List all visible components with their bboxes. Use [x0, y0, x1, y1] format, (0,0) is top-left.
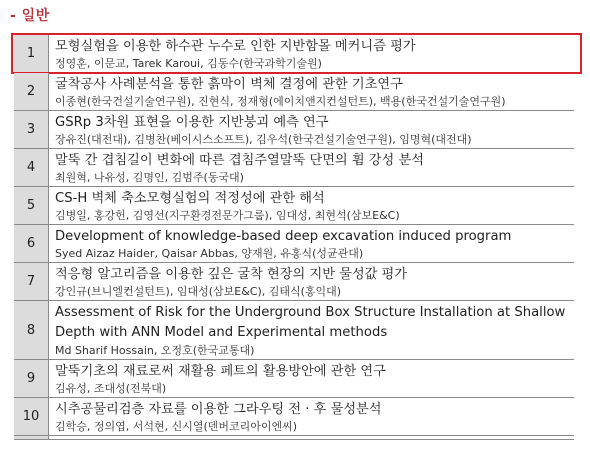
table-row[interactable]: [14, 149, 574, 187]
row-number: 6: [14, 225, 49, 262]
row-number: 10: [14, 398, 49, 435]
row-content: [49, 263, 574, 300]
paper-table: [14, 34, 574, 440]
table-row[interactable]: [14, 436, 574, 440]
paper-authors: 최원혁, 나유성, 김명인, 김범주(동국대): [55, 171, 244, 184]
paper-title: Development of knowledge-based deep excavation induced program: [55, 229, 512, 244]
row-number: 2: [14, 73, 49, 110]
paper-title: Assessment of Risk for the Underground Box Structure Installation at Shallow Depth with ANN Model and Experimental methods: [55, 305, 566, 340]
paper-authors: Syed Aizaz Haider, Qaisar Abbas, 양재원, 유홍식(성균관대): [55, 247, 364, 260]
row-number: 3: [14, 111, 49, 148]
table-row[interactable]: [14, 111, 574, 149]
paper-title: 굴착공사 사례분석을 통한 흙막이 벽체 결정에 관한 기초연구: [55, 77, 403, 92]
paper-title: 적응형 알고리즘을 이용한 깊은 굴착 현장의 지반 물성값 평가: [55, 267, 408, 282]
row-number: [14, 436, 49, 439]
paper-authors: 김병일, 홍강헌, 김영선(지구환경전문가그룹), 임대성, 최현석(삼보E&C): [55, 209, 400, 222]
row-content: [49, 149, 574, 186]
row-number: 4: [14, 149, 49, 186]
section-title: - 일반: [10, 8, 50, 24]
paper-authors: Md Sharif Hossain, 오정호(한국교통대): [55, 344, 255, 357]
paper-title: CS-H 벽체 축소모형실험의 적정성에 관한 해석: [55, 191, 325, 206]
row-content: [49, 187, 574, 224]
paper-authors: 정영훈, 이문교, Tarek Karoui, 김동수(한국과학기술원): [55, 57, 322, 70]
row-number: 9: [14, 360, 49, 397]
row-content: [49, 360, 574, 397]
paper-title: 시추공물리검층 자료를 이용한 그라우팅 전 · 후 물성분석: [55, 402, 382, 417]
row-content: [49, 398, 574, 435]
paper-title: 모형실험을 이용한 하수관 누수로 인한 지반함몰 메커니즘 평가: [55, 39, 416, 54]
row-content: [49, 111, 574, 148]
row-content: [49, 436, 574, 439]
table-row[interactable]: [14, 187, 574, 225]
row-number: 7: [14, 263, 49, 300]
row-content: [49, 225, 574, 262]
paper-authors: 장유진(대전대), 김병찬(베이시스소프트), 김우석(한국건설기술연구원), 임명혁(대전대): [55, 133, 472, 146]
row-number: 1: [14, 35, 49, 72]
table-row[interactable]: [14, 73, 574, 111]
paper-authors: 강인규(브니엘컨설턴트), 임대성(삼보E&C), 김태식(홍익대): [55, 285, 342, 298]
paper-title: 말뚝기초의 재료로써 재활용 페트의 활용방안에 관한 연구: [55, 364, 386, 379]
paper-authors: 이종현(한국건설기술연구원), 진현식, 정재형(에이치앤지컨설턴트), 백용(한국건설기술연구원): [55, 95, 506, 108]
table-row-highlighted[interactable]: [14, 35, 574, 73]
table-row[interactable]: [14, 398, 574, 436]
paper-title: 말뚝 간 겹침길이 변화에 따른 겹침주열말뚝 단면의 휨 강성 분석: [55, 153, 424, 168]
table-row[interactable]: [14, 263, 574, 301]
row-number: 8: [14, 301, 49, 359]
table-row[interactable]: [14, 301, 574, 360]
paper-title: GSRp 3차원 표현을 이용한 지반붕괴 예측 연구: [55, 115, 329, 130]
row-content: [49, 35, 574, 72]
row-content: [49, 301, 574, 359]
row-number: 5: [14, 187, 49, 224]
table-row[interactable]: [14, 360, 574, 398]
paper-authors: 김학승, 정의엽, 서석현, 신시열(덴버코리아이엔씨): [55, 420, 298, 433]
row-content: [49, 73, 574, 110]
table-row[interactable]: [14, 225, 574, 263]
paper-authors: 김유성, 조대성(전북대): [55, 382, 167, 395]
